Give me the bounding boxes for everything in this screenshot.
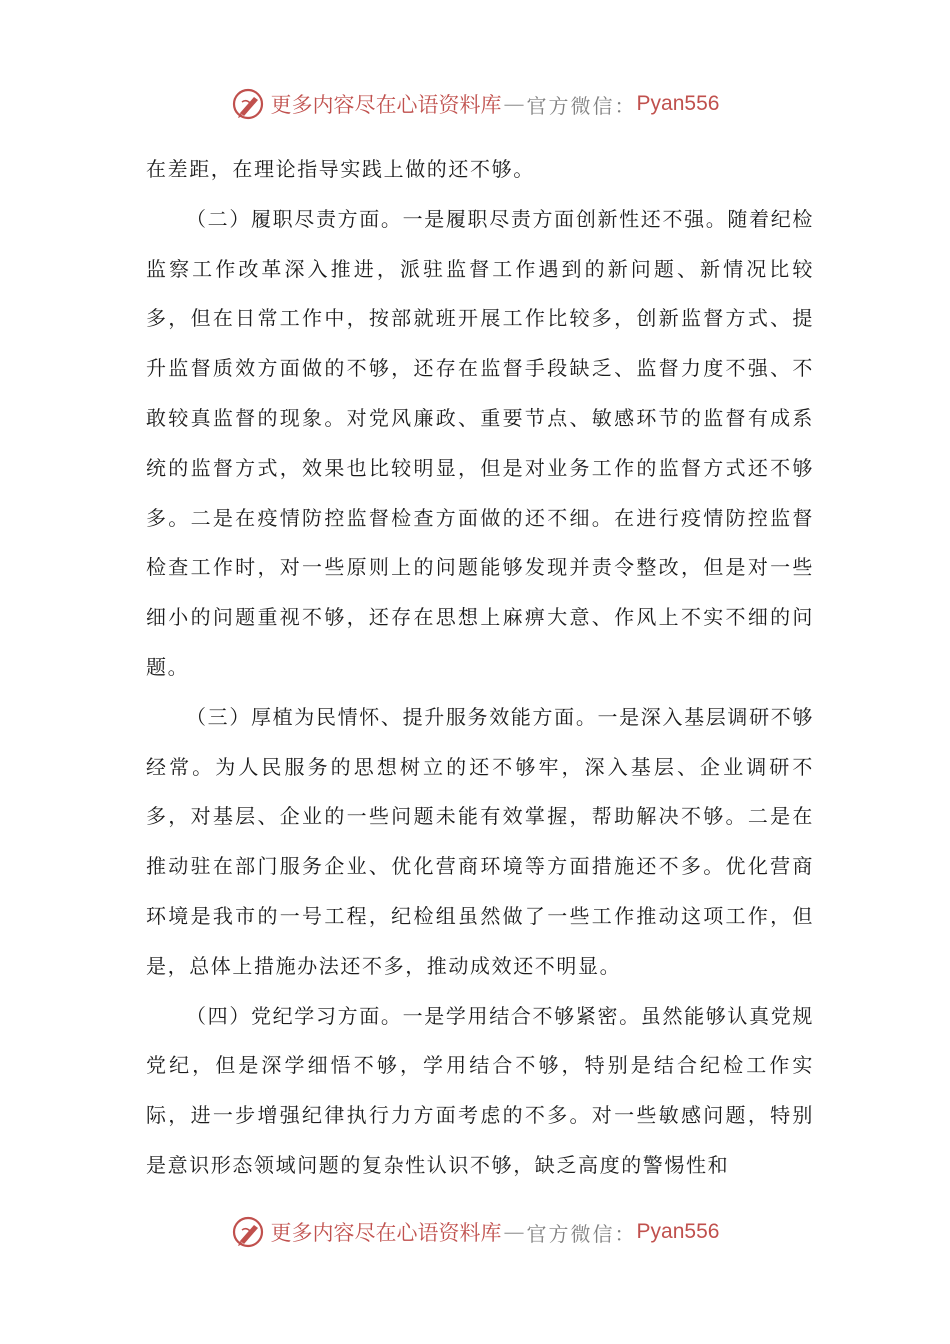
banner-wechat-label: 官方微信：	[526, 1221, 637, 1246]
footer-banner	[0, 1212, 950, 1252]
banner-site-text: 更多内容尽在心语资料库	[270, 1221, 502, 1245]
paragraph-section-2: （二）履职尽责方面。一是履职尽责方面创新性还不强。随着纪检监察工作改革深入推进，派驻监督工作遇到的新问题、新情况比较多，但在日常工作中，按部就班开展工作比较多，创新监督方式、提升监督质效方面做的不够，还存在监督手段缺乏、监督力度不强、不敢较真监督的现象。对党风廉政、重要节点、敏感环节的监督有成系统的监督方式，效果也比较明显，但是对业务工作的监督方式还不够多。二是在疫情防控监督检查方面做的还不细。在进行疫情防控监督检查工作时，对一些原则上的问题能够发现并责令整改，但是对一些细小的问题重视不够，还存在思想上麻痹大意、作风上不实不细的问题。	[146, 206, 814, 679]
banner-dash: —	[503, 92, 525, 116]
paragraph-continued: 在差距，在理论指导实践上做的还不够。	[146, 157, 535, 181]
pen-seal-icon	[231, 87, 265, 121]
header-banner	[0, 84, 950, 124]
paragraph-section-4: （四）党纪学习方面。一是学用结合不够紧密。虽然能够认真党规党纪，但是深学细悟不够，学用结合不够，特别是结合纪检工作实际，进一步增强纪律执行力方面考虑的不多。对一些敏感问题，特别是意识形态领域问题的复杂性认识不够，缺乏高度的警惕性和	[146, 1003, 814, 1177]
banner-wechat-label: 官方微信：	[526, 93, 637, 118]
document-body	[146, 145, 814, 1191]
banner-wechat-id: Pyan556	[636, 1220, 720, 1243]
paragraph-section-3: （三）厚植为民情怀、提升服务效能方面。一是深入基层调研不够经常。为人民服务的思想树立的还不够牢，深入基层、企业调研不多，对基层、企业的一些问题未能有效掌握，帮助解决不够。二是在推动驻在部门服务企业、优化营商环境等方面措施还不多。优化营商环境是我市的一号工程，纪检组虽然做了一些工作推动这项工作，但是，总体上措施办法还不多，推动成效还不明显。	[146, 704, 814, 978]
banner-wechat-id: Pyan556	[636, 92, 720, 115]
banner-dash: —	[503, 1220, 525, 1244]
pen-seal-icon	[231, 1215, 265, 1249]
banner-site-text: 更多内容尽在心语资料库	[270, 93, 502, 117]
